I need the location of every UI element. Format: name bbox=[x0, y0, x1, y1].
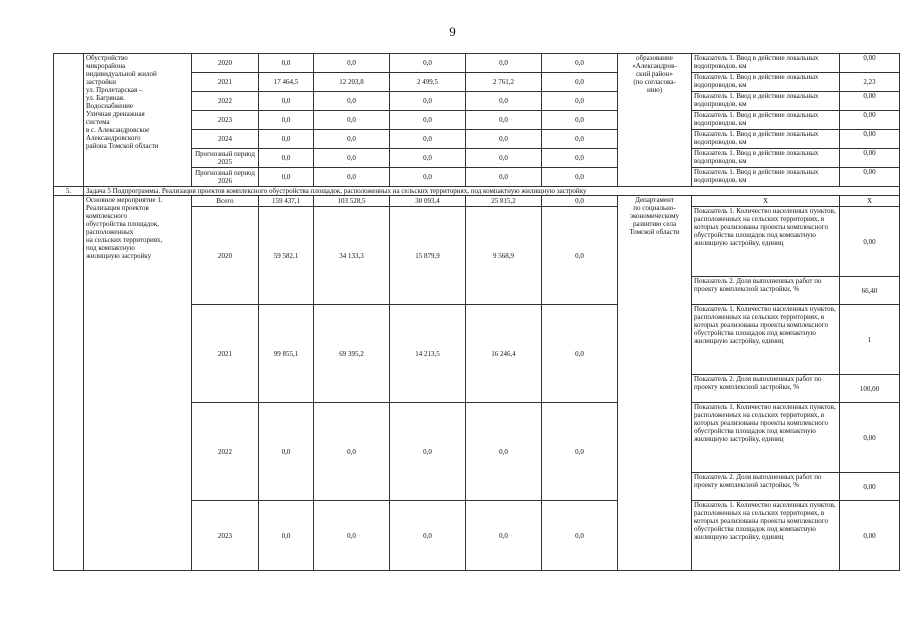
indicator-cell: Показатель 2. Доля выполненных работ по проекту комплексной застройки, % bbox=[692, 473, 840, 501]
local-cell: 0,0 bbox=[466, 501, 542, 571]
period-cell: 2023 bbox=[192, 501, 259, 571]
regional-cell: 0,0 bbox=[390, 130, 466, 149]
total-cell: 0,0 bbox=[259, 149, 314, 168]
regional-cell: 2 499,5 bbox=[390, 73, 466, 92]
indicator-value-cell: 66,40 bbox=[840, 277, 900, 305]
federal-cell: 0,0 bbox=[314, 111, 390, 130]
indicator-value-cell: 0,00 bbox=[840, 207, 900, 277]
total-cell: 59 582,1 bbox=[259, 207, 314, 305]
period-cell: 2020 bbox=[192, 207, 259, 305]
period-cell: 2022 bbox=[192, 92, 259, 111]
total-cell: 17 464,5 bbox=[259, 73, 314, 92]
regional-cell: 30 093,4 bbox=[390, 196, 466, 207]
total-cell: 159 437,1 bbox=[259, 196, 314, 207]
local-cell: 0,0 bbox=[466, 54, 542, 73]
event-name-cell: Обустройство микрорайона индивидуальной жилой застройки ул. Пролетарская – ул. Багряная. Водоснабжение Уличная дренажная система в с. Александровское Александровского района Томской области bbox=[84, 54, 192, 187]
indicator-cell: Показатель 1. Ввод в действие локальных водопроводов, км bbox=[692, 92, 840, 111]
local-cell: 0,0 bbox=[466, 130, 542, 149]
federal-cell: 12 203,8 bbox=[314, 73, 390, 92]
extra-budget-cell: 0,0 bbox=[542, 501, 618, 571]
extra-budget-cell: 0,0 bbox=[542, 54, 618, 73]
total-cell: 0,0 bbox=[259, 501, 314, 571]
indicator-cell: Показатель 1. Количество населенных пунктов, расположенных на сельских территориях, в которых реализованы проекты комплексного обустройства площадок под компактную жилищную застройку, единиц bbox=[692, 403, 840, 473]
period-cell: 2023 bbox=[192, 111, 259, 130]
regional-cell: 0,0 bbox=[390, 149, 466, 168]
period-cell: 2024 bbox=[192, 130, 259, 149]
indicator-cell: Показатель 2. Доля выполненных работ по проекту комплексной застройки, % bbox=[692, 277, 840, 305]
period-cell: 2021 bbox=[192, 305, 259, 403]
federal-cell: 0,0 bbox=[314, 149, 390, 168]
local-cell: 0,0 bbox=[466, 111, 542, 130]
indicator-value-cell: 0,00 bbox=[840, 403, 900, 473]
regional-cell: 0,0 bbox=[390, 501, 466, 571]
extra-budget-cell: 0,0 bbox=[542, 196, 618, 207]
indicator-value-cell: X bbox=[840, 196, 900, 207]
period-cell: Прогнозный период 2025 bbox=[192, 149, 259, 168]
indicator-cell: Показатель 1. Ввод в действие локальных водопроводов, км bbox=[692, 111, 840, 130]
indicator-value-cell: 100,00 bbox=[840, 375, 900, 403]
row-number-cell bbox=[54, 196, 84, 571]
table-row bbox=[54, 54, 900, 73]
indicator-cell: Показатель 2. Доля выполненных работ по проекту комплексной застройки, % bbox=[692, 375, 840, 403]
local-cell: 0,0 bbox=[466, 168, 542, 187]
local-cell: 9 568,9 bbox=[466, 207, 542, 305]
total-cell: 0,0 bbox=[259, 92, 314, 111]
indicator-cell: Показатель 1. Ввод в действие локальных водопроводов, км bbox=[692, 130, 840, 149]
local-cell: 0,0 bbox=[466, 149, 542, 168]
indicator-cell: Показатель 1. Ввод в действие локальных водопроводов, км bbox=[692, 73, 840, 92]
extra-budget-cell: 0,0 bbox=[542, 149, 618, 168]
extra-budget-cell: 0,0 bbox=[542, 130, 618, 149]
task-number-cell: 5. bbox=[54, 187, 84, 196]
indicator-cell: X bbox=[692, 196, 840, 207]
indicator-value-cell: 0,00 bbox=[840, 473, 900, 501]
extra-budget-cell: 0,0 bbox=[542, 111, 618, 130]
indicator-value-cell: 1 bbox=[840, 305, 900, 375]
regional-cell: 0,0 bbox=[390, 54, 466, 73]
indicator-cell: Показатель 1. Ввод в действие локальных водопроводов, км bbox=[692, 54, 840, 73]
extra-budget-cell: 0,0 bbox=[542, 168, 618, 187]
row-number-cell bbox=[54, 54, 84, 187]
executor-cell: образование «Александров- ский район» (по согласова- нию) bbox=[618, 54, 692, 187]
period-cell: 2022 bbox=[192, 403, 259, 501]
period-cell: 2020 bbox=[192, 54, 259, 73]
total-cell: 0,0 bbox=[259, 111, 314, 130]
total-cell: 0,0 bbox=[259, 168, 314, 187]
extra-budget-cell: 0,0 bbox=[542, 92, 618, 111]
regional-cell: 0,0 bbox=[390, 92, 466, 111]
indicator-cell: Показатель 1. Ввод в действие локальных водопроводов, км bbox=[692, 168, 840, 187]
regional-cell: 15 879,9 bbox=[390, 207, 466, 305]
federal-cell: 0,0 bbox=[314, 130, 390, 149]
total-cell: 0,0 bbox=[259, 403, 314, 501]
indicator-cell: Показатель 1. Количество населенных пунктов, расположенных на сельских территориях, в которых реализованы проекты комплексного обустройства площадок под компактную жилищную застройку, единиц bbox=[692, 305, 840, 375]
federal-cell: 0,0 bbox=[314, 403, 390, 501]
task-row bbox=[54, 187, 900, 196]
federal-cell: 0,0 bbox=[314, 501, 390, 571]
task-title-cell: Задача 5 Подпрограммы. Реализация проектов комплексного обустройства площадок, расположенных на сельских территориях, под компактную жилищную застройку bbox=[84, 187, 900, 196]
period-cell: 2021 bbox=[192, 73, 259, 92]
local-cell: 2 761,2 bbox=[466, 73, 542, 92]
regional-cell: 0,0 bbox=[390, 403, 466, 501]
period-cell: Всего bbox=[192, 196, 259, 207]
indicator-value-cell: 0,00 bbox=[840, 130, 900, 149]
federal-cell: 69 395,2 bbox=[314, 305, 390, 403]
federal-cell: 0,0 bbox=[314, 92, 390, 111]
total-cell: 0,0 bbox=[259, 130, 314, 149]
indicator-value-cell: 0,00 bbox=[840, 168, 900, 187]
local-cell: 0,0 bbox=[466, 92, 542, 111]
federal-cell: 103 528,5 bbox=[314, 196, 390, 207]
regional-cell: 0,0 bbox=[390, 168, 466, 187]
table-row bbox=[54, 196, 900, 207]
indicator-value-cell: 0,00 bbox=[840, 92, 900, 111]
indicator-value-cell: 0,00 bbox=[840, 149, 900, 168]
indicator-value-cell: 0,00 bbox=[840, 111, 900, 130]
local-cell: 25 815,2 bbox=[466, 196, 542, 207]
total-cell: 0,0 bbox=[259, 54, 314, 73]
indicator-cell: Показатель 1. Количество населенных пунктов, расположенных на сельских территориях, в которых реализованы проекты комплексного обустройства площадок под компактную жилищную застройку, единиц bbox=[692, 207, 840, 277]
regional-cell: 0,0 bbox=[390, 111, 466, 130]
indicator-value-cell: 2,23 bbox=[840, 73, 900, 92]
federal-cell: 34 133,3 bbox=[314, 207, 390, 305]
executor-cell: Департамент по социально- экономическому развитию села Томской области bbox=[618, 196, 692, 571]
page-number: 9 bbox=[449, 24, 456, 39]
extra-budget-cell: 0,0 bbox=[542, 305, 618, 403]
federal-cell: 0,0 bbox=[314, 168, 390, 187]
extra-budget-cell: 0,0 bbox=[542, 207, 618, 305]
indicator-value-cell: 0,00 bbox=[840, 501, 900, 571]
local-cell: 0,0 bbox=[466, 403, 542, 501]
program-table bbox=[53, 53, 900, 571]
total-cell: 99 855,1 bbox=[259, 305, 314, 403]
period-cell: Прогнозный период 2026 bbox=[192, 168, 259, 187]
indicator-cell: Показатель 1. Количество населенных пунктов, расположенных на сельских территориях, в которых реализованы проекты комплексного обустройства площадок под компактную жилищную застройку, единиц bbox=[692, 501, 840, 571]
indicator-cell: Показатель 1. Ввод в действие локальных водопроводов, км bbox=[692, 149, 840, 168]
event-name-cell: Основное мероприятие 1. Реализация проектов комплексного обустройства площадок, расположенных на сельских территориях, под компактную жилищную застройку bbox=[84, 196, 192, 571]
extra-budget-cell: 0,0 bbox=[542, 73, 618, 92]
federal-cell: 0,0 bbox=[314, 54, 390, 73]
indicator-value-cell: 0,00 bbox=[840, 54, 900, 73]
extra-budget-cell: 0,0 bbox=[542, 403, 618, 501]
regional-cell: 14 213,5 bbox=[390, 305, 466, 403]
local-cell: 16 246,4 bbox=[466, 305, 542, 403]
